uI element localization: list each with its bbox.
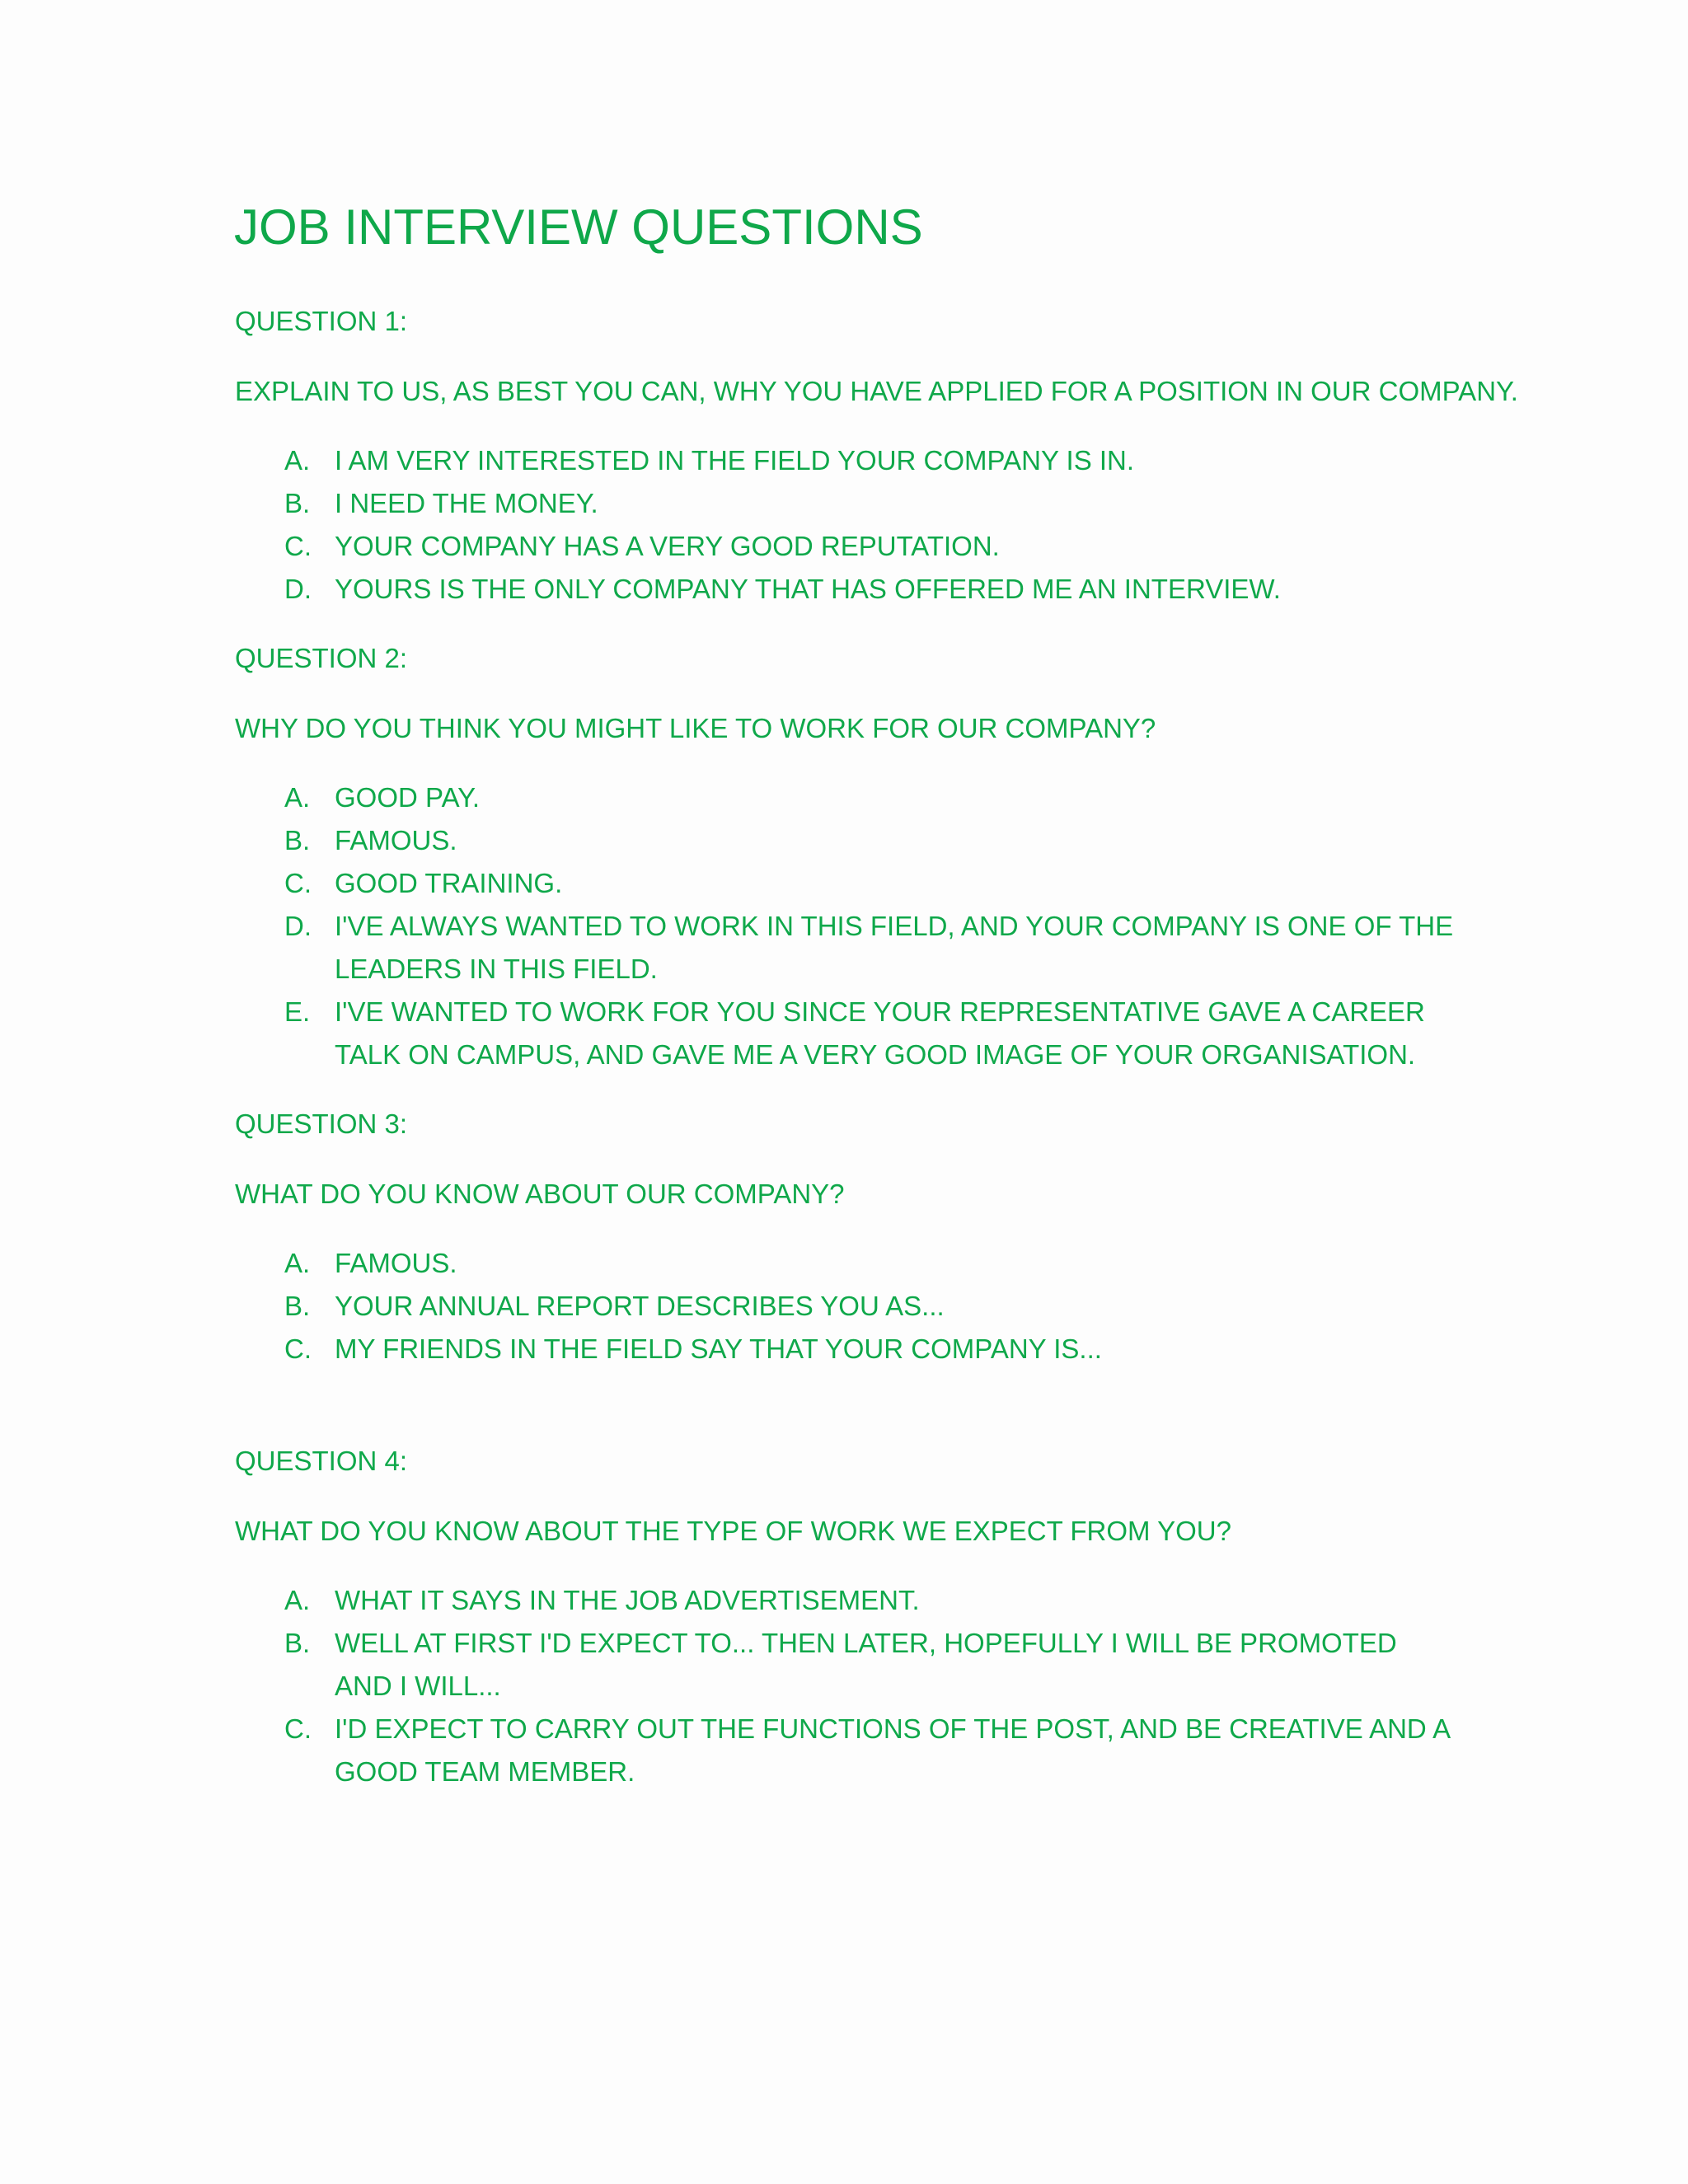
option-text: I AM VERY INTERESTED IN THE FIELD YOUR COMPANY IS IN. xyxy=(335,445,1135,476)
question-4-option-b xyxy=(235,1622,1455,1708)
option-text: YOURS IS THE ONLY COMPANY THAT HAS OFFERED ME AN INTERVIEW. xyxy=(335,574,1281,604)
option-text: I'D EXPECT TO CARRY OUT THE FUNCTIONS OF THE POST, AND BE CREATIVE AND A GOOD TEAM MEMBER. xyxy=(335,1713,1450,1787)
option-letter: A. xyxy=(284,445,311,476)
option-text: FAMOUS. xyxy=(335,825,457,855)
question-1-option-d xyxy=(235,568,1455,611)
option-letter: C. xyxy=(284,1333,312,1364)
option-letter: B. xyxy=(284,1628,311,1658)
option-text: MY FRIENDS IN THE FIELD SAY THAT YOUR COMPANY IS... xyxy=(335,1333,1102,1364)
option-text: WELL AT FIRST I'D EXPECT TO... THEN LATER, HOPEFULLY I WILL BE PROMOTED AND I WILL... xyxy=(335,1628,1397,1701)
question-3-section xyxy=(235,1103,1455,1371)
option-letter: E. xyxy=(284,996,311,1027)
question-2-option-a xyxy=(235,776,1455,819)
document-content xyxy=(235,300,1518,1820)
question-1-section xyxy=(235,300,1518,611)
question-2-options xyxy=(235,776,1455,1076)
question-2-option-d xyxy=(235,905,1455,991)
option-text: WHAT IT SAYS IN THE JOB ADVERTISEMENT. xyxy=(335,1585,920,1615)
question-1-label: QUESTION 1: xyxy=(235,306,408,336)
option-letter: B. xyxy=(284,825,311,855)
option-text: I'VE WANTED TO WORK FOR YOU SINCE YOUR REPRESENTATIVE GAVE A CAREER TALK ON CAMPUS, AND GAVE ME A VERY GOOD IMAGE OF YOUR ORGANISATION. xyxy=(335,996,1425,1070)
question-4-option-a xyxy=(235,1579,1455,1622)
question-1-option-b xyxy=(235,482,1455,525)
question-2-option-e xyxy=(235,991,1455,1076)
question-1-option-c xyxy=(235,525,1455,568)
question-1-option-a xyxy=(235,439,1455,482)
option-letter: B. xyxy=(284,1291,311,1321)
question-4-text: WHAT DO YOU KNOW ABOUT THE TYPE OF WORK WE EXPECT FROM YOU? xyxy=(235,1516,1231,1546)
option-text: GOOD TRAINING. xyxy=(335,868,563,898)
question-2-option-c xyxy=(235,862,1455,905)
option-letter: D. xyxy=(284,574,312,604)
option-text: I'VE ALWAYS WANTED TO WORK IN THIS FIELD, AND YOUR COMPANY IS ONE OF THE LEADERS IN THIS FIELD. xyxy=(335,911,1454,984)
question-1-options xyxy=(235,439,1455,611)
question-3-option-a xyxy=(235,1242,1455,1285)
question-3-label: QUESTION 3: xyxy=(235,1108,408,1139)
question-4-option-c xyxy=(235,1708,1455,1793)
question-2-option-b xyxy=(235,819,1455,862)
blank-paragraph xyxy=(235,1397,1455,1440)
document-title: JOB INTERVIEW QUESTIONS xyxy=(234,199,923,255)
question-2-label: QUESTION 2: xyxy=(235,643,408,673)
question-1-text: EXPLAIN TO US, AS BEST YOU CAN, WHY YOU HAVE APPLIED FOR A POSITION IN OUR COMPANY. xyxy=(235,376,1518,406)
option-letter: A. xyxy=(284,1585,311,1615)
option-letter: D. xyxy=(284,911,312,941)
option-text: YOUR COMPANY HAS A VERY GOOD REPUTATION. xyxy=(335,531,1000,561)
option-text: FAMOUS. xyxy=(335,1248,457,1278)
option-letter: A. xyxy=(284,1248,311,1278)
option-letter: B. xyxy=(284,488,311,518)
question-2-text: WHY DO YOU THINK YOU MIGHT LIKE TO WORK FOR OUR COMPANY? xyxy=(235,713,1156,743)
question-4-section xyxy=(235,1440,1455,1793)
option-text: YOUR ANNUAL REPORT DESCRIBES YOU AS... xyxy=(335,1291,945,1321)
question-3-options xyxy=(235,1242,1455,1371)
option-letter: C. xyxy=(284,531,312,561)
question-2-section xyxy=(235,637,1455,1076)
option-letter: C. xyxy=(284,1713,312,1744)
option-letter: A. xyxy=(284,782,311,813)
question-4-options xyxy=(235,1579,1455,1793)
option-text: I NEED THE MONEY. xyxy=(335,488,598,518)
question-3-option-b xyxy=(235,1285,1455,1328)
question-3-text: WHAT DO YOU KNOW ABOUT OUR COMPANY? xyxy=(235,1179,845,1209)
question-4-label: QUESTION 4: xyxy=(235,1446,408,1476)
option-letter: C. xyxy=(284,868,312,898)
question-3-option-c xyxy=(235,1328,1455,1371)
option-text: GOOD PAY. xyxy=(335,782,481,813)
